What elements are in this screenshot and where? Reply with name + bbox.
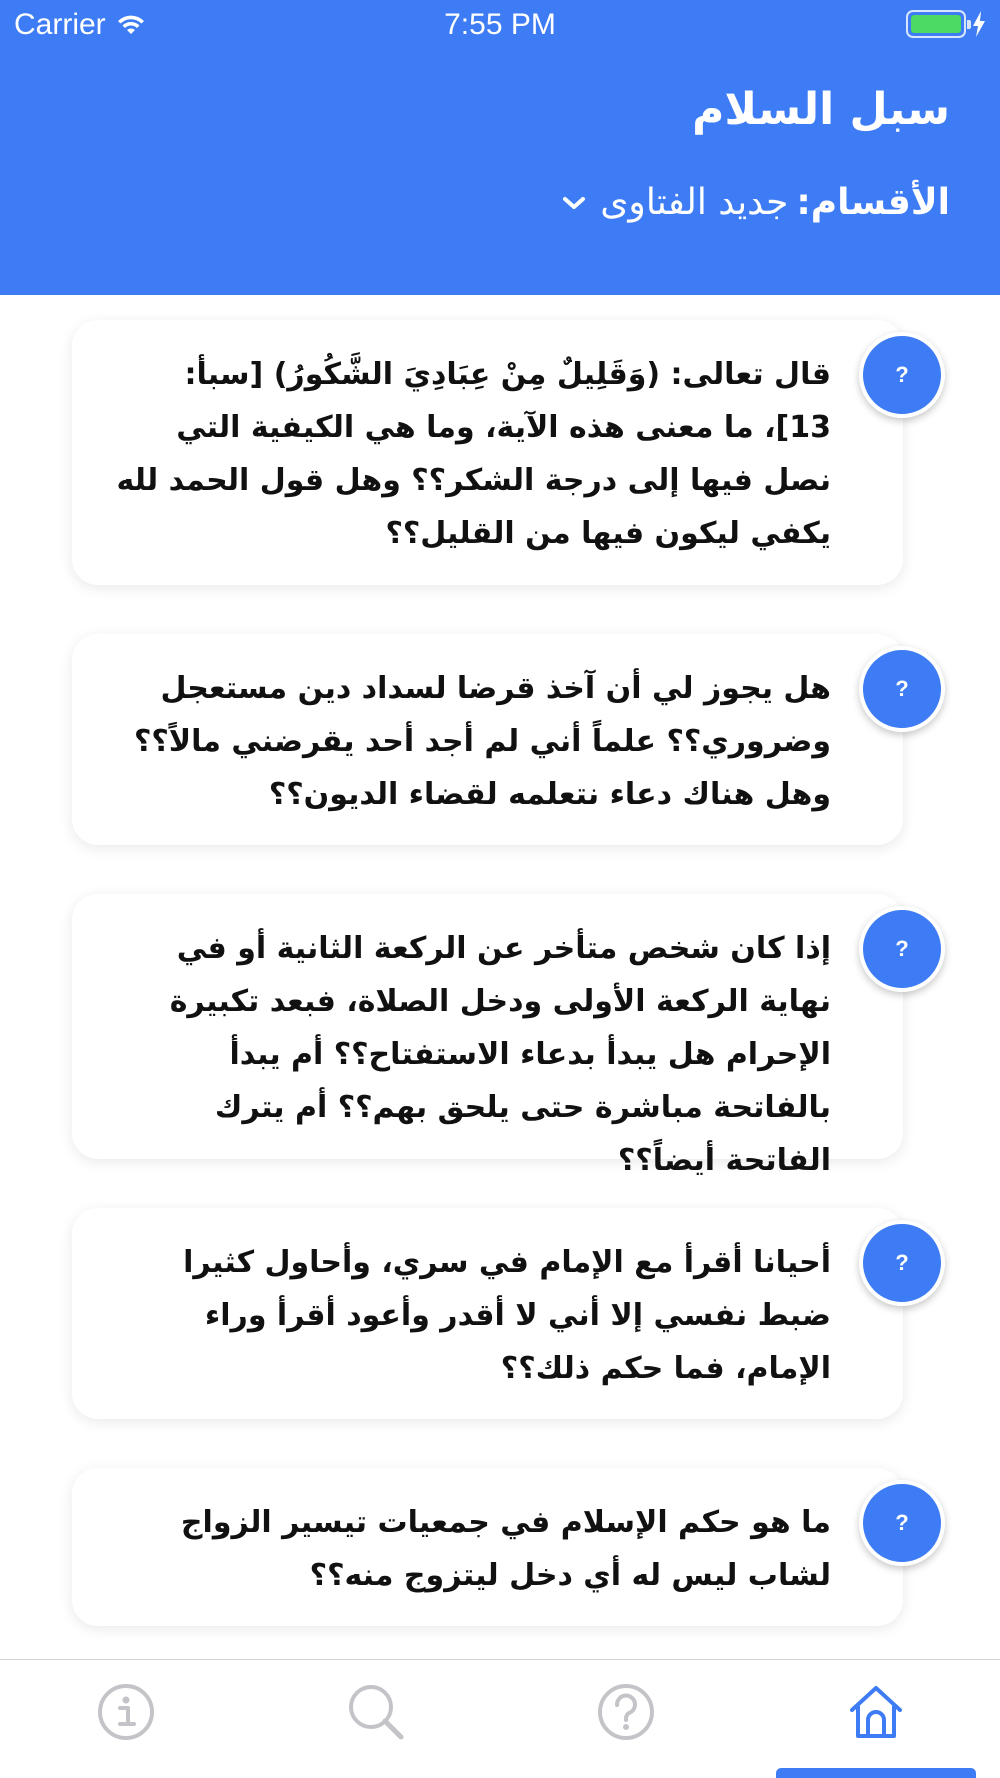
question-card[interactable]	[72, 894, 903, 1178]
question-icon	[596, 1682, 656, 1742]
charging-bolt-icon	[972, 11, 986, 37]
search-icon	[346, 1682, 406, 1742]
question-badge: ?	[859, 1220, 945, 1306]
question-card[interactable]	[72, 634, 903, 845]
info-icon	[96, 1682, 156, 1742]
battery-icon	[906, 10, 966, 38]
status-bar	[0, 0, 1000, 50]
question-text: هل يجوز لي أن آخذ قرضا لسداد دين مستعجل وضروري؟؟ علماً أني لم أجد أحد يقرضني مالاً؟؟ وهل هناك دعاء نتعلمه لقضاء الديون؟؟	[134, 671, 831, 812]
chevron-down-icon[interactable]	[562, 195, 586, 211]
category-value[interactable]: جديد الفتاوى	[600, 182, 789, 223]
category-selector[interactable]	[562, 182, 950, 223]
battery-level	[911, 15, 961, 33]
question-badge: ?	[859, 1480, 945, 1566]
questions-list[interactable]	[0, 295, 1000, 1660]
status-time: 7:55 PM	[444, 8, 556, 41]
question-card[interactable]	[72, 1208, 903, 1419]
tab-bar	[0, 1659, 1000, 1778]
question-text: إذا كان شخص متأخر عن الركعة الثانية أو في نهاية الركعة الأولى ودخل الصلاة، فبعد تكبيرة الإحرام هل يبدأ بدعاء الاستفتاح؟؟ أم يبدأ بالفاتحة مباشرة حتى يلحق بهم؟؟ أم يترك الفاتحة أيضاً؟؟	[169, 931, 831, 1178]
app-header	[0, 0, 1000, 295]
tab-home[interactable]	[838, 1674, 914, 1750]
question-text: قال تعالى: (وَقَلِيلٌ مِنْ عِبَادِيَ الشَّكُورُ) [سبأ: 13]، ما معنى هذه الآية، وما هي الكيفية التي نصل فيها إلى درجة الشكر؟؟ وهل قول الحمد لله يكفي ليكون فيها من القليل؟؟	[116, 357, 831, 551]
question-badge: ?	[859, 906, 945, 992]
category-label: الأقسام:	[796, 182, 950, 223]
question-text: ما هو حكم الإسلام في جمعيات تيسير الزواج لشاب ليس له أي دخل ليتزوج منه؟؟	[180, 1505, 831, 1593]
question-badge: ?	[859, 332, 945, 418]
tab-questions[interactable]	[588, 1674, 664, 1750]
question-badge: ?	[859, 646, 945, 732]
question-card[interactable]	[72, 320, 903, 585]
question-text: أحيانا أقرأ مع الإمام في سري، وأحاول كثيرا ضبط نفسي إلا أني لا أقدر وأعود أقرأ وراء الإمام، فما حكم ذلك؟؟	[183, 1245, 831, 1386]
page-title: سبل السلام	[692, 84, 950, 135]
tab-search[interactable]	[338, 1674, 414, 1750]
question-card[interactable]	[72, 1468, 903, 1626]
battery-indicator	[906, 10, 986, 38]
tab-info[interactable]	[88, 1674, 164, 1750]
home-icon	[846, 1682, 906, 1742]
home-indicator	[776, 1768, 976, 1778]
carrier-label: Carrier	[14, 8, 106, 41]
